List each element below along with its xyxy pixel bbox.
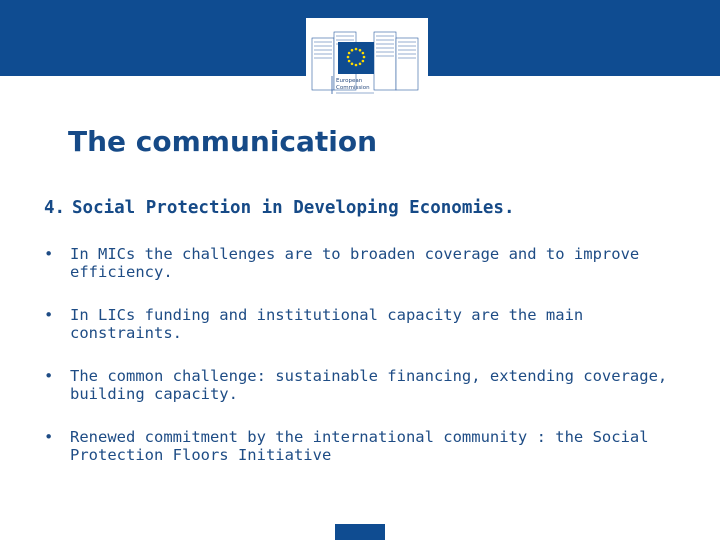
bullet-icon: • — [44, 245, 54, 263]
slide-title: The communication — [68, 125, 378, 158]
bullet-icon: • — [44, 306, 54, 324]
bullet-text: In LICs funding and institutional capacity are the main constraints. — [70, 306, 584, 342]
footer-accent-bar — [335, 524, 385, 540]
section-number: 4. — [44, 198, 66, 218]
logo-caption-line2: Commission — [336, 85, 370, 91]
section-heading — [44, 196, 684, 220]
bullet-text: Renewed commitment by the international community : the Social Protection Floors Initiative — [70, 428, 649, 464]
bullet-text: The common challenge: sustainable financing, extending coverage, building capacity. — [70, 367, 668, 403]
european-commission-logo — [306, 18, 428, 98]
bullet-item — [44, 368, 684, 403]
bullet-text: In MICs the challenges are to broaden coverage and to improve efficiency. — [70, 245, 640, 281]
bullet-item — [44, 246, 684, 281]
bullet-list — [44, 246, 684, 490]
eu-flag-icon — [338, 42, 374, 74]
section-heading-text: Social Protection in Developing Economies. — [72, 198, 515, 218]
bullet-item — [44, 429, 684, 464]
bullet-icon: • — [44, 367, 54, 385]
bullet-item — [44, 307, 684, 342]
logo-caption-line1: European — [336, 78, 363, 84]
bullet-icon: • — [44, 428, 54, 446]
